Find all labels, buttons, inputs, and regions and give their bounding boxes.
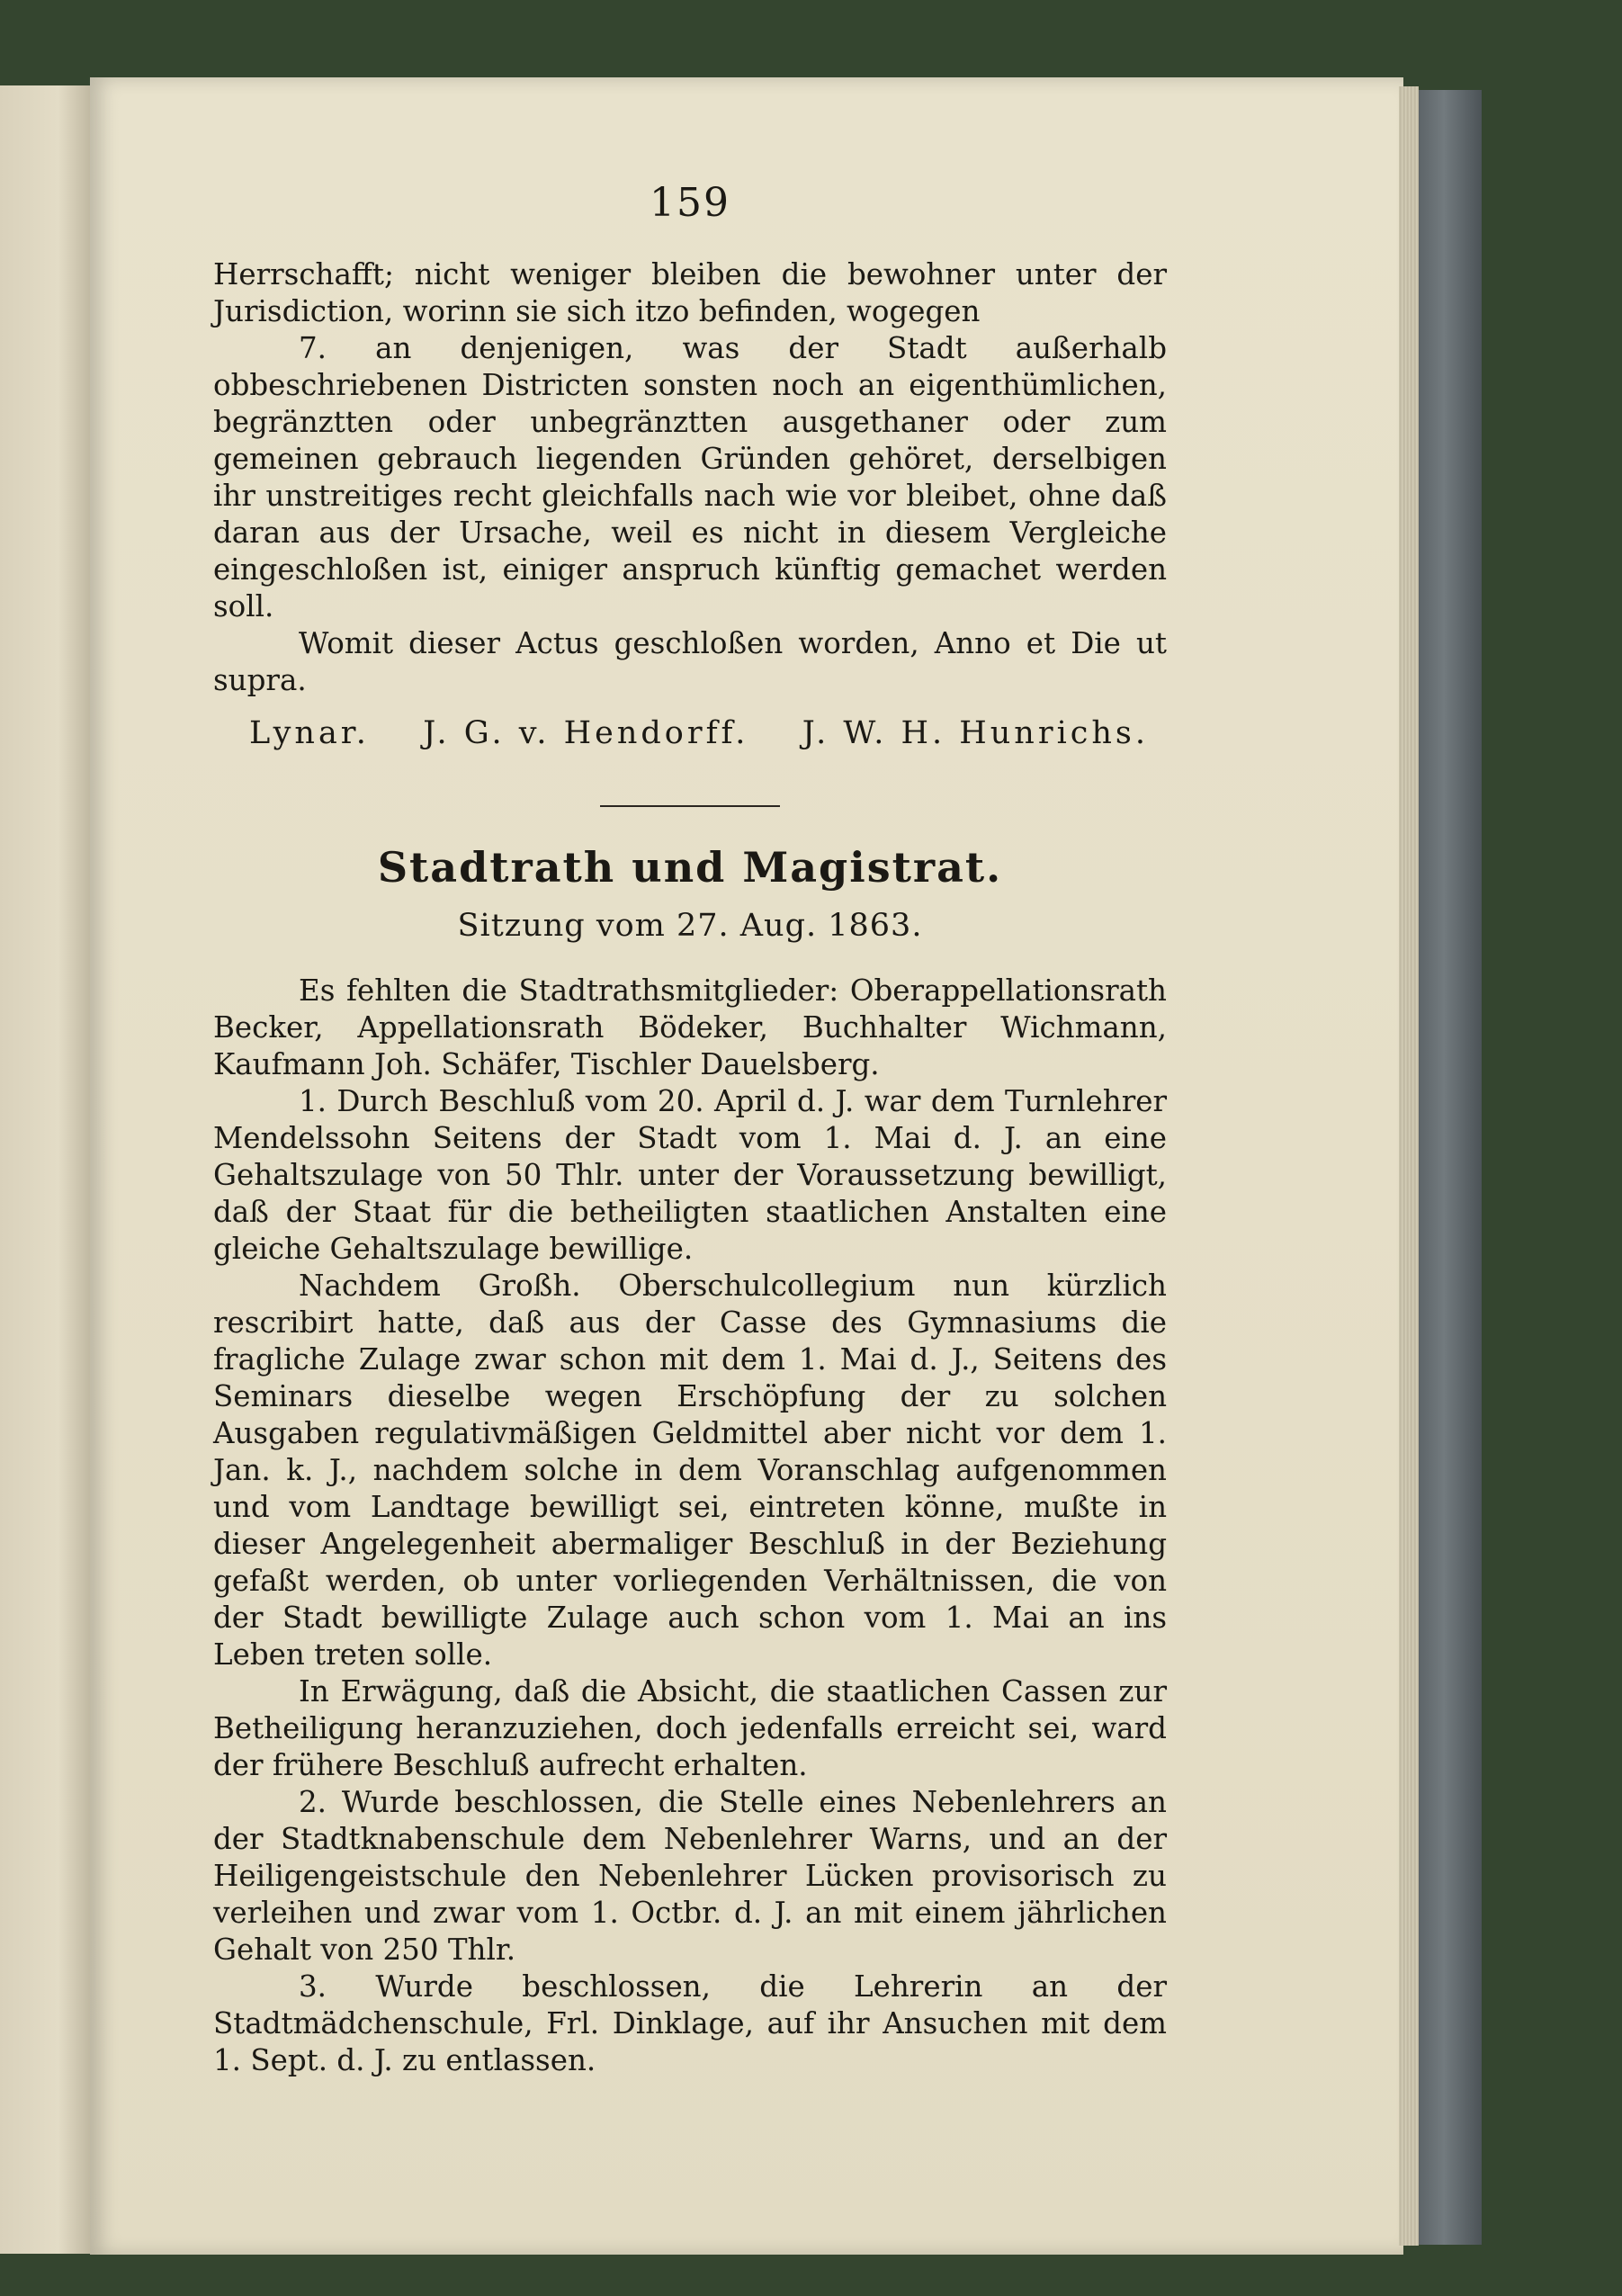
signature-hunrichs: J. W. H. Hunrichs. [802,715,1149,751]
section-paragraph: In Erwägung, daß die Absicht, die staatlichen Cassen zur Betheiligung heranzuziehen, doch jedenfalls erreicht sei, ward der frühere Beschluß aufrecht erhalten. [213,1674,1167,1782]
section-paragraph: Nachdem Großh. Oberschulcollegium nun kürzlich rescribirt hatte, daß aus der Casse des Gymnasiums die fragliche Zulage zwar schon mit dem 1. Mai d. J., Seitens des Seminars dieselbe wegen Erschöpfung der zu solchen Ausgaben regulativmäßigen Geldmittel aber nicht vor dem 1. Jan. k. J., nachdem solche in dem Voranschlag aufgenommen und vom Landtage bewilligt sei, eintreten könne, mußte in dieser Angelegenheit abermaliger Beschluß in der Beziehung gefaßt werden, ob unter vorliegenden Verhältnissen, die von der Stadt bewilligte Zulage auch schon vom 1. Mai an ins Leben treten solle. [213,1269,1167,1672]
signature-hendorff: J. G. v. Hendorff. [423,715,749,751]
preamble-paragraph-3: Womit dieser Actus geschloßen worden, Anno et Die ut supra. [213,626,1167,697]
section-paragraph: 3. Wurde beschlossen, die Lehrerin an der Stadtmädchenschule, Frl. Dinklage, auf ihr Ansuchen mit dem 1. Sept. d. J. zu entlassen. [213,1969,1167,2077]
section-paragraph: Es fehlten die Stadtrathsmitglieder: Oberappellationsrath Becker, Appellationsrath Bödeker, Buchhalter Wichmann, Kaufmann Joh. Schäfer, Tischler Dauelsberg. [213,973,1167,1081]
page-edges [1399,86,1419,2246]
section-paragraph: 2. Wurde beschlossen, die Stelle eines Nebenlehrers an der Stadtknabenschule dem Nebenlehrer Warns, und an der Heiligengeistschule den Nebenlehrer Lücken provisorisch zu verleihen und zwar vom 1. Octbr. d. J. an mit einem jährlichen Gehalt von 250 Thlr. [213,1785,1167,1967]
left-page-edge [0,85,97,2254]
section-title: Stadtrath und Magistrat. [377,843,1003,892]
preamble-paragraph-2: 7. an denjenigen, was der Stadt außerhalb obbeschriebenen Districten sonsten noch an eigenthümlichen, begränztten oder unbegränztten ausgethaner oder zum gemeinen gebrauch liegenden Gründen gehöret, derselbigen ihr unstreitiges recht gleichfalls nach wie vor bleibet, ohne daß daran aus der Ursache, weil es nicht in diesem Vergleiche eingeschloßen ist, einiger anspruch künftig gemachet werden soll. [213,331,1167,623]
page-number: 159 [650,180,730,226]
signature-lynar: Lynar. [249,715,370,751]
page-text [213,180,1167,2079]
preamble-paragraph-1: Herrschafft; nicht weniger bleiben die bewohner unter der Jurisdiction, worinn sie sich itzo befinden, wogegen [213,257,1167,328]
signatures [249,715,1149,751]
book-cover [1419,90,1482,2245]
section-divider [600,805,780,807]
section-paragraph: 1. Durch Beschluß vom 20. April d. J. war dem Turnlehrer Mendelssohn Seitens der Stadt vom 1. Mai d. J. an eine Gehaltszulage von 50 Thlr. unter der Voraussetzung bewilligt, daß der Staat für die betheiligten staatlichen Anstalten eine gleiche Gehaltszulage bewillige. [213,1084,1167,1266]
session-date: Sitzung vom 27. Aug. 1863. [457,908,923,944]
